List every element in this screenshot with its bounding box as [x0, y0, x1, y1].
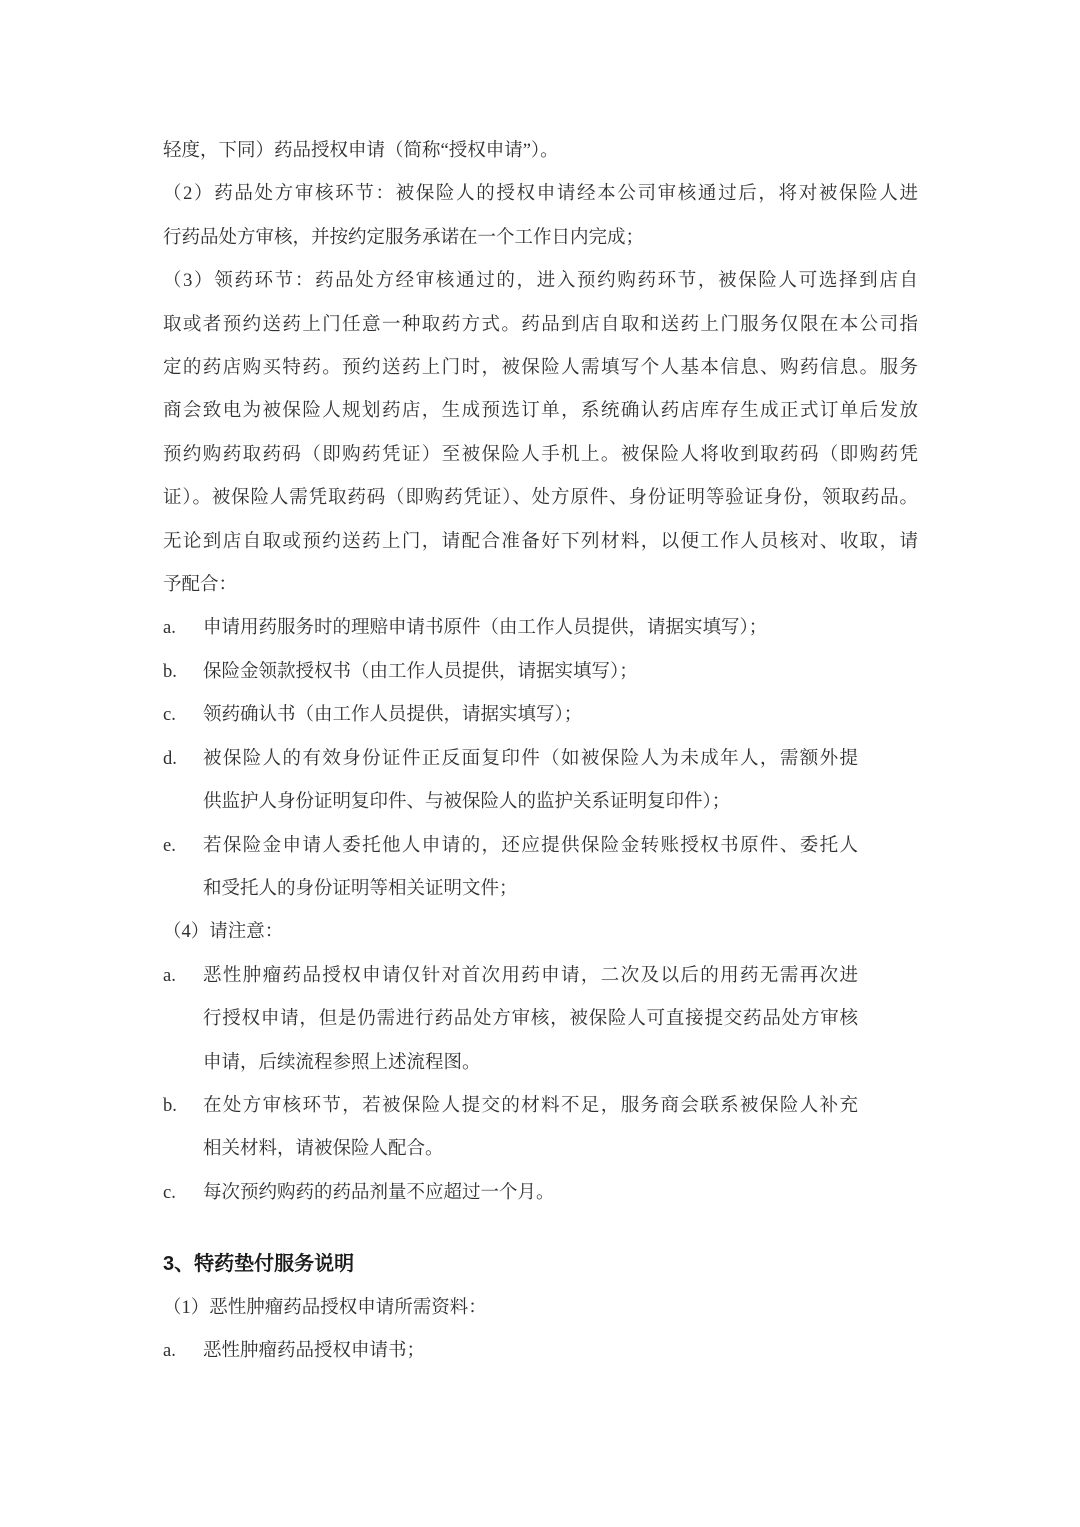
list-marker: b.: [163, 1095, 177, 1116]
line-text: 轻度，下同）药品授权申请（简称“授权申请”）。: [163, 141, 559, 161]
text-line: [163, 521, 918, 564]
text-line: [163, 781, 918, 824]
line-text: （1）恶性肿瘤药品授权申请所需资料：: [163, 1297, 487, 1318]
text-line: [163, 738, 918, 781]
line-text: 申请用药服务时的理赔申请书原件（由工作人员提供，请据实填写）；: [203, 618, 768, 639]
list-marker: c.: [163, 705, 176, 726]
line-text: 相关材料，请被保险人配合。: [203, 1139, 444, 1160]
text-line: [163, 347, 918, 390]
text-line: [163, 390, 918, 433]
line-text: 若保险金申请人委托他人申请的，还应提供保险金转账授权书原件、委托人: [203, 835, 858, 856]
list-marker: a.: [163, 618, 176, 639]
text-line: [163, 998, 918, 1041]
text-line: [163, 173, 918, 216]
text-line: [163, 260, 918, 303]
line-text: 取或者预约送药上门任意一种取药方式。药品到店自取和送药上门服务仅限在本公司指: [163, 314, 918, 335]
text-line: [163, 1287, 918, 1330]
line-text: 和受托人的身份证明等相关证明文件；: [203, 878, 518, 899]
text-line: [163, 1330, 918, 1373]
text-line: [163, 955, 918, 998]
line-text: 证）。被保险人需凭取药码（即购药凭证）、处方原件、身份证明等验证身份，领取药品。: [163, 488, 918, 509]
line-text: 予配合：: [163, 575, 238, 596]
text-line: [163, 130, 918, 173]
list-marker: d.: [163, 748, 177, 769]
text-line: [163, 1243, 918, 1286]
text-line: [163, 1042, 918, 1085]
line-text: 预约购药取药码（即购药凭证）至被保险人手机上。被保险人将收到取药码（即购药凭: [163, 444, 918, 465]
line-text: 每次预约购药的药品剂量不应超过一个月。: [203, 1182, 555, 1203]
text-line: [163, 1215, 918, 1243]
text-line: [163, 1172, 918, 1215]
list-marker: b.: [163, 661, 177, 682]
line-text: 恶性肿瘤药品授权申请书；: [203, 1340, 426, 1361]
text-line: [163, 1085, 918, 1128]
line-text: 供监护人身份证明复印件、与被保险人的监护关系证明复印件）；: [203, 792, 731, 813]
line-text: 定的药店购买特药。预约送药上门时，被保险人需填写个人基本信息、购药信息。服务: [163, 358, 918, 379]
line-text: 保险金领款授权书（由工作人员提供，请据实填写）；: [203, 661, 638, 682]
line-text: 被保险人的有效身份证件正反面复印件（如被保险人为未成年人，需额外提: [203, 748, 858, 769]
list-marker: e.: [163, 835, 176, 856]
line-text: 商会致电为被保险人规划药店，生成预选订单，系统确认药店库存生成正式订单后发放: [163, 401, 918, 422]
line-text: （4）请注意：: [163, 922, 284, 943]
line-text: 行授权申请，但是仍需进行药品处方审核，被保险人可直接提交药品处方审核: [203, 1009, 858, 1030]
line-text: 领药确认书（由工作人员提供，请据实填写）；: [203, 705, 583, 726]
line-text: 行药品处方审核，并按约定服务承诺在一个工作日内完成；: [163, 227, 645, 248]
line-text: （3）领药环节：药品处方经审核通过的，进入预约购药环节，被保险人可选择到店自: [163, 271, 918, 292]
text-line: [163, 825, 918, 868]
line-text: 申请，后续流程参照上述流程图。: [203, 1052, 481, 1073]
line-text: 在处方审核环节，若被保险人提交的材料不足，服务商会联系被保险人补充: [203, 1095, 858, 1116]
text-line: [163, 217, 918, 260]
text-line: [163, 477, 918, 520]
text-line: [163, 911, 918, 954]
text-line: [163, 694, 918, 737]
line-text: （2）药品处方审核环节：被保险人的授权申请经本公司审核通过后，将对被保险人进: [163, 184, 918, 205]
text-line: [163, 434, 918, 477]
line-text: 无论到店自取或预约送药上门，请配合准备好下列材料，以便工作人员核对、收取，请: [163, 531, 918, 552]
document-body: [163, 130, 918, 1373]
text-line: [163, 868, 918, 911]
list-marker: a.: [163, 1340, 176, 1361]
text-line: [163, 1128, 918, 1171]
line-text: 3、特药垫付服务说明: [163, 1253, 355, 1276]
text-line: [163, 304, 918, 347]
list-marker: c.: [163, 1182, 176, 1203]
text-line: [163, 607, 918, 650]
list-marker: a.: [163, 965, 176, 986]
text-line: [163, 651, 918, 694]
text-line: [163, 564, 918, 607]
line-text: 恶性肿瘤药品授权申请仅针对首次用药申请，二次及以后的用药无需再次进: [203, 965, 858, 986]
